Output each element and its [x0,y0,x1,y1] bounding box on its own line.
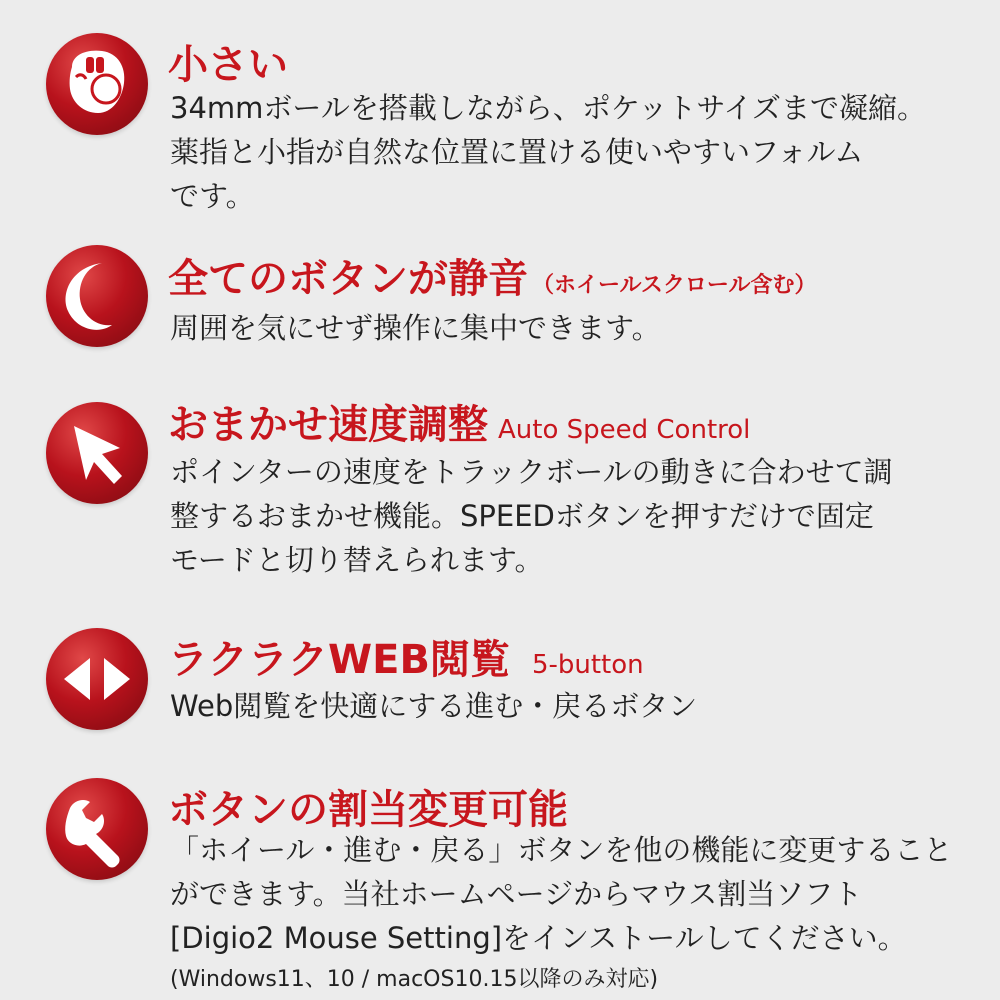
feature-description [170,306,970,350]
description-line: 「ホイール・進む・戻る」ボタンを他の機能に変更すること [170,833,953,867]
feature-title: 小さい [168,42,288,88]
feature-title: ラクラクWEB閲覧 [168,637,510,683]
description-line: です。 [170,179,255,213]
compatibility-note: (Windows11、10 / macOS10.15以降のみ対応) [170,967,659,992]
feature-title: 全てのボタンが静音 [168,256,528,302]
feature-title-sub: （ホイールスクロール含む） [532,273,817,298]
back-forward-icon [46,628,148,730]
feature-description [170,828,970,960]
description-line: Web閲覧を快適にする進む・戻るボタン [170,689,698,723]
description-line: 整するおまかせ機能。SPEEDボタンを押すだけで固定 [170,499,874,533]
cursor-arrow-icon [46,402,148,504]
crescent-moon-icon [46,245,148,347]
feature-title: おまかせ速度調整 [168,402,488,448]
feature-description [170,86,970,218]
description-line: ポインターの速度をトラックボールの動きに合わせて調 [170,455,893,489]
feature-icon-badge [46,33,148,135]
feature-description [170,450,970,582]
feature-title-sub: Auto Speed Control [498,415,751,445]
feature-icon-badge [46,628,148,730]
feature-icon-badge [46,402,148,504]
feature-icon-badge [46,245,148,347]
feature-icon-badge [46,778,148,880]
description-line: [Digio2 Mouse Setting]をインストールしてください。 [170,921,907,955]
feature-title-sub: 5-button [531,650,644,680]
description-line: 34mmボールを搭載しながら、ポケットサイズまで凝縮。 [170,91,927,125]
feature-description [170,684,970,728]
description-line: モードと切り替えられます。 [170,543,544,577]
description-line: 周囲を気にせず操作に集中できます。 [170,311,661,345]
mouse-icon [46,33,148,135]
description-line: ができます。当社ホームページからマウス割当ソフト [170,877,863,911]
description-line: 薬指と小指が自然な位置に置ける使いやすいフォルム [170,135,864,169]
feature-title: ボタンの割当変更可能 [168,787,568,833]
wrench-icon [46,778,148,880]
